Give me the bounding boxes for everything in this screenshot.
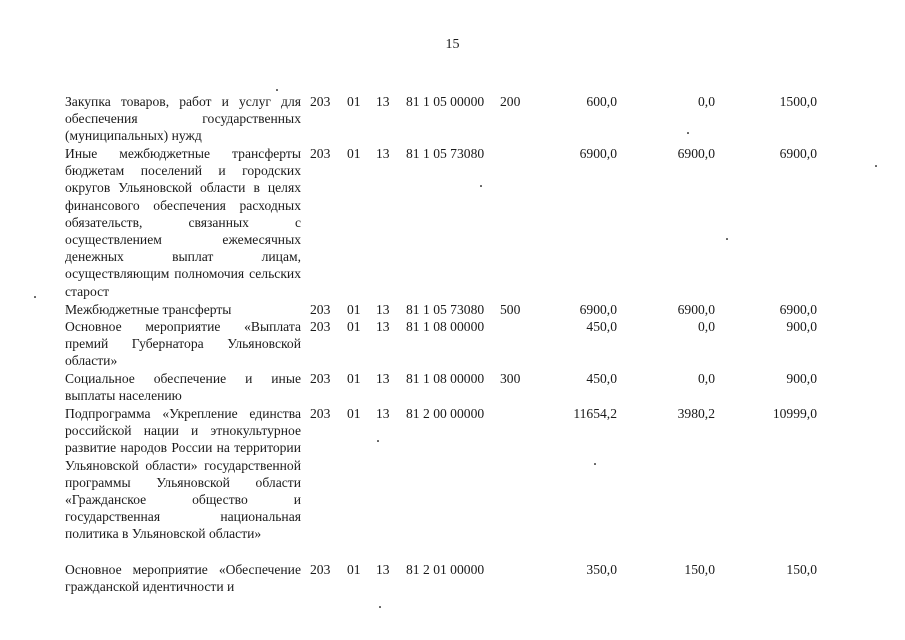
amount-year-1: 6900,0 xyxy=(579,302,617,317)
ved-code: 203 xyxy=(310,94,331,109)
amount-year-3: 10999,0 xyxy=(772,406,817,421)
scan-speck xyxy=(687,132,689,134)
page-number: 15 xyxy=(445,37,460,52)
section-code: 01 xyxy=(347,406,361,421)
amount-year-3: 900,0 xyxy=(786,319,817,334)
section-code: 01 xyxy=(347,302,361,317)
scan-speck xyxy=(34,296,36,298)
table-row xyxy=(65,405,817,561)
target-article-code: 81 1 05 73080 xyxy=(406,146,485,161)
amount-year-2: 6900,0 xyxy=(677,302,715,317)
ved-code: 203 xyxy=(310,302,331,317)
expense-type-code: 200 xyxy=(500,94,521,109)
table-row xyxy=(65,93,817,145)
amount-year-2: 0,0 xyxy=(698,94,715,109)
scan-speck xyxy=(379,606,381,608)
amount-year-1: 350,0 xyxy=(586,562,617,577)
target-article-code: 81 1 08 00000 xyxy=(406,371,485,386)
row-description: Иные межбюджетные трансферты бюджетам поселений и городских округов Ульяновской области в целях финансового обеспечения расходных обязательств, связанных с осуществлением ежемесячных денежных выплат лицам, осуществляющим полномочия сельских старост xyxy=(65,146,301,299)
ved-code: 203 xyxy=(310,406,331,421)
table-row xyxy=(65,318,817,370)
scan-speck xyxy=(594,463,596,465)
target-article-code: 81 2 01 00000 xyxy=(406,562,485,577)
amount-year-3: 6900,0 xyxy=(779,146,817,161)
section-code: 01 xyxy=(347,94,361,109)
subsection-code: 13 xyxy=(376,406,390,421)
amount-year-1: 450,0 xyxy=(586,319,617,334)
table-row xyxy=(65,145,817,301)
ved-code: 203 xyxy=(310,371,331,386)
scan-speck xyxy=(377,440,379,442)
row-description: Основное мероприятие «Выплата премий Губернатора Ульяновской области» xyxy=(65,319,301,369)
subsection-code: 13 xyxy=(376,302,390,317)
budget-table xyxy=(65,93,817,596)
scan-speck xyxy=(480,185,482,187)
amount-year-2: 0,0 xyxy=(698,319,715,334)
scan-speck xyxy=(276,89,278,91)
target-article-code: 81 2 00 00000 xyxy=(406,406,485,421)
table-row xyxy=(65,561,817,596)
amount-year-3: 6900,0 xyxy=(779,302,817,317)
ved-code: 203 xyxy=(310,319,331,334)
target-article-code: 81 1 05 00000 xyxy=(406,94,485,109)
amount-year-1: 450,0 xyxy=(586,371,617,386)
row-description: Подпрограмма «Укрепление единства российской нации и этнокультурное развитие народов России на территории Ульяновской области» государственной программы Ульяновской области «Гражданское общество и государственная национальная политика в Ульяновской области» xyxy=(65,406,301,542)
subsection-code: 13 xyxy=(376,94,390,109)
amount-year-3: 900,0 xyxy=(786,371,817,386)
amount-year-2: 3980,2 xyxy=(677,406,715,421)
amount-year-1: 11654,2 xyxy=(573,406,617,421)
subsection-code: 13 xyxy=(376,146,390,161)
subsection-code: 13 xyxy=(376,371,390,386)
target-article-code: 81 1 05 73080 xyxy=(406,302,485,317)
expense-type-code: 300 xyxy=(500,371,521,386)
ved-code: 203 xyxy=(310,146,331,161)
amount-year-2: 0,0 xyxy=(698,371,715,386)
section-code: 01 xyxy=(347,319,361,334)
section-code: 01 xyxy=(347,562,361,577)
amount-year-2: 6900,0 xyxy=(677,146,715,161)
amount-year-1: 600,0 xyxy=(586,94,617,109)
scan-speck xyxy=(726,238,728,240)
expense-type-code: 500 xyxy=(500,302,521,317)
subsection-code: 13 xyxy=(376,319,390,334)
ved-code: 203 xyxy=(310,562,331,577)
row-description: Межбюджетные трансферты xyxy=(65,302,232,317)
amount-year-1: 6900,0 xyxy=(579,146,617,161)
amount-year-3: 1500,0 xyxy=(779,94,817,109)
target-article-code: 81 1 08 00000 xyxy=(406,319,485,334)
row-description: Закупка товаров, работ и услуг для обеспечения государственных (муниципальных) нужд xyxy=(65,94,301,144)
amount-year-3: 150,0 xyxy=(786,562,817,577)
section-code: 01 xyxy=(347,371,361,386)
subsection-code: 13 xyxy=(376,562,390,577)
row-description: Социальное обеспечение и иные выплаты населению xyxy=(65,371,301,404)
table-row xyxy=(65,301,817,318)
amount-year-2: 150,0 xyxy=(684,562,715,577)
section-code: 01 xyxy=(347,146,361,161)
table-row xyxy=(65,370,817,405)
row-description: Основное мероприятие «Обеспечение гражданской идентичности и xyxy=(65,562,301,595)
scan-speck xyxy=(875,165,877,167)
